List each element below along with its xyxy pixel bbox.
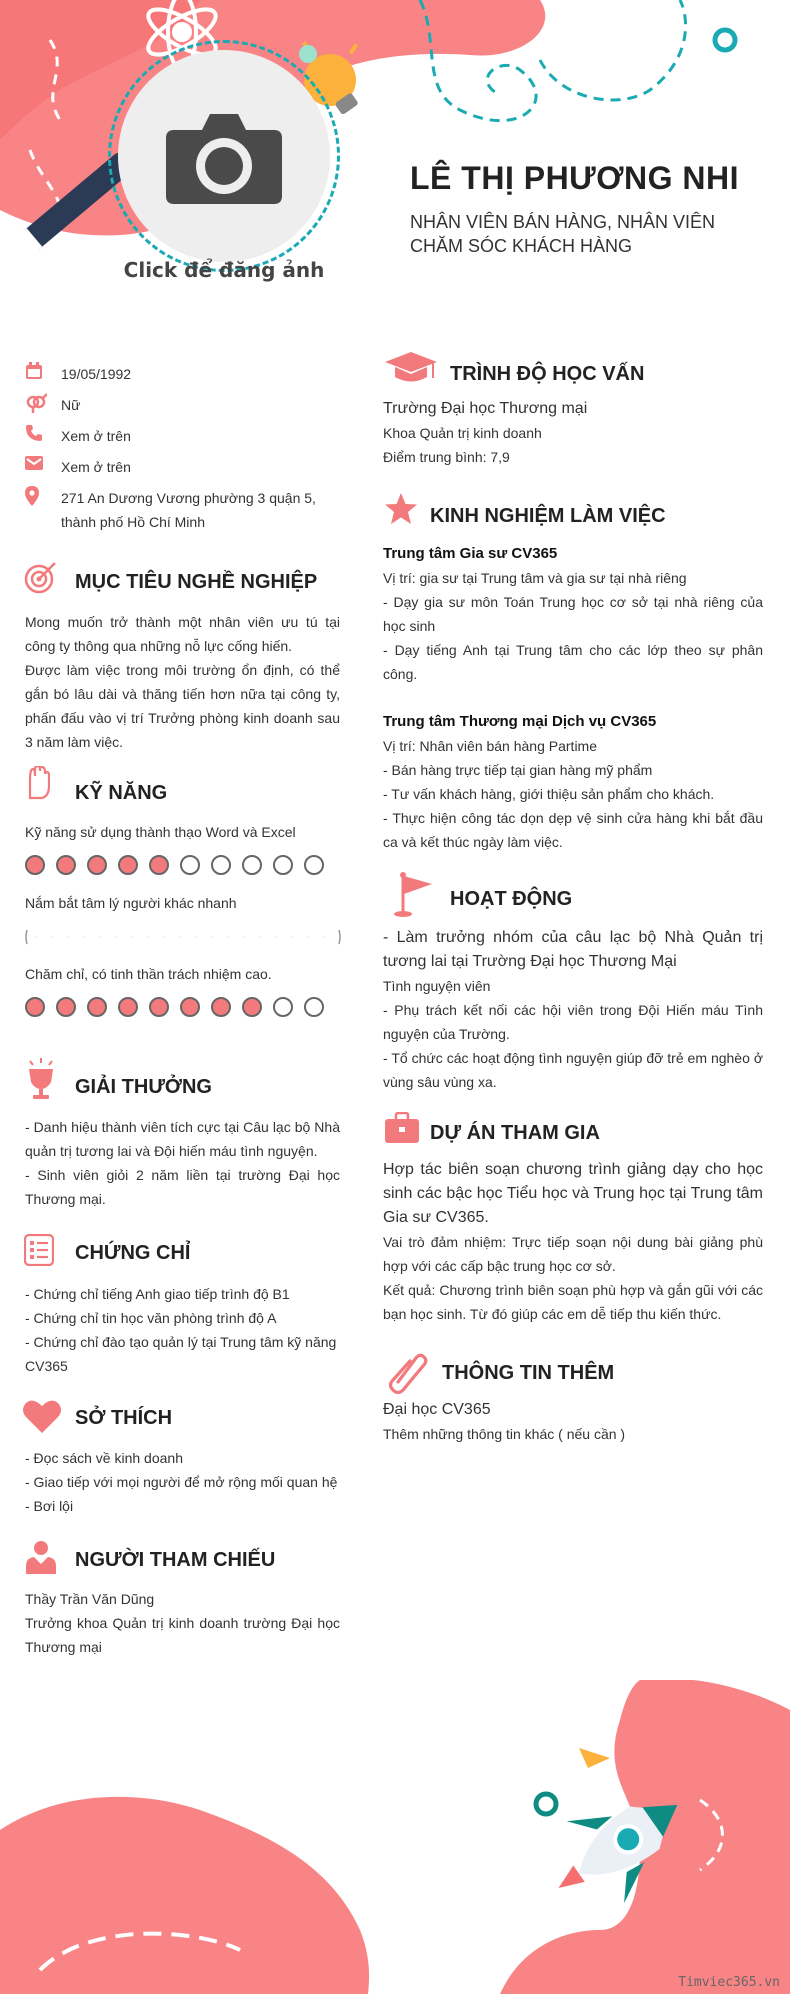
rating-dot[interactable]	[180, 997, 200, 1017]
flag-icon	[392, 872, 434, 918]
references-title[interactable]: NGƯỜI THAM CHIẾU	[75, 1549, 276, 1571]
awards-body[interactable]	[25, 1115, 340, 1211]
objective-line: Được làm việc trong môi trường ổn định, có thể gắn bó lâu dài và thăng tiến hơn nữa tại công ty, phấn đấu vào vị trí Trưởng phòng kinh doanh sau 3 năm làm việc.	[25, 662, 340, 750]
certificate-line: - Chứng chỉ tiếng Anh giao tiếp trình độ B1	[25, 1286, 290, 1302]
skill-label[interactable]: Kỹ năng sử dụng thành thạo Word và Excel	[25, 824, 296, 840]
rating-dot[interactable]	[118, 997, 138, 1017]
rating-dot[interactable]	[149, 997, 169, 1017]
rating-placeholder	[25, 926, 341, 948]
skill-rating[interactable]	[25, 855, 335, 879]
skill-label[interactable]: Nắm bắt tâm lý người khác nhanh	[25, 895, 237, 911]
award-line: - Sinh viên giỏi 2 năm liền tại trường Đại học Thương mại.	[25, 1167, 340, 1207]
email-icon	[25, 455, 43, 471]
hobby-line: - Giao tiếp với mọi người để mở rộng mối quan hệ	[25, 1474, 338, 1490]
job-line: Vị trí: gia sư tại Trung tâm và gia sư tại nhà riêng	[383, 570, 687, 586]
certificate-line: - Chứng chỉ đào tạo quản lý tại Trung tâm kỹ năng CV365	[25, 1334, 337, 1374]
job-line: Vị trí: Nhân viên bán hàng Partime	[383, 738, 598, 754]
location-pin-icon	[25, 486, 39, 506]
education-title[interactable]: TRÌNH ĐỘ HỌC VẤN	[450, 363, 645, 385]
job-line: - Tư vấn khách hàng, giới thiệu sản phẩm cho khách.	[383, 786, 715, 802]
certificate-line: - Chứng chỉ tin học văn phòng trình độ A	[25, 1310, 277, 1326]
rating-dot[interactable]	[87, 997, 107, 1017]
target-icon	[24, 560, 58, 594]
job-line: - Dạy tiếng Anh tại Trung tâm cho các lớp theo sự phân công.	[383, 642, 763, 682]
project-line: Vai trò đảm nhiệm: Trực tiếp soạn nội dung bài giảng phù hợp với các cấp bậc trung học cơ sở.	[383, 1234, 763, 1274]
star-icon	[384, 492, 418, 526]
rating-dot[interactable]	[25, 855, 45, 875]
extra-title[interactable]: THÔNG TIN THÊM	[442, 1362, 615, 1384]
education-school: Trường Đại học Thương mại	[383, 400, 588, 417]
rating-dot[interactable]	[149, 855, 169, 875]
rating-dot[interactable]	[242, 997, 262, 1017]
certificates-title[interactable]: CHỨNG CHỈ	[75, 1242, 191, 1264]
rating-dot[interactable]	[242, 855, 262, 875]
rating-dot[interactable]	[118, 855, 138, 875]
job-line: - Thực hiện công tác dọn dẹp vệ sinh cửa hàng khi bắt đầu ca và kết thúc ngày làm việc.	[383, 810, 763, 850]
experience-title[interactable]: KINH NGHIỆM LÀM VIỆC	[430, 505, 666, 527]
activities-lead: - Làm trưởng nhóm của câu lạc bộ Nhà Quản trị tương lai tại Trường Đại học Thương Mại	[383, 929, 763, 970]
phone-icon	[25, 424, 43, 442]
skills-title[interactable]: KỸ NĂNG	[75, 782, 168, 804]
rating-dot[interactable]	[304, 997, 324, 1017]
activities-title[interactable]: HOẠT ĐỘNG	[450, 888, 573, 910]
education-faculty: Khoa Quản trị kinh doanh	[383, 425, 542, 441]
references-body[interactable]	[25, 1587, 340, 1659]
experience-job[interactable]	[383, 710, 763, 854]
heart-icon	[22, 1398, 62, 1434]
rating-dot[interactable]	[211, 855, 231, 875]
project-line: Kết quả: Chương trình biên soạn phù hợp và gắn gũi với các bạn học sinh. Từ đó giúp các em dễ tiếp thu kiến thức.	[383, 1282, 763, 1322]
skill-rating-empty[interactable]	[25, 926, 341, 950]
briefcase-icon	[384, 1112, 420, 1144]
company-name: Trung tâm Gia sư CV365	[383, 545, 558, 562]
candidate-name[interactable]: LÊ THỊ PHƯƠNG NHI	[410, 160, 740, 196]
email-value: Xem ở trên	[61, 459, 131, 475]
rating-dot[interactable]	[25, 997, 45, 1017]
hobbies-body[interactable]	[25, 1446, 340, 1518]
rating-dot[interactable]	[273, 855, 293, 875]
hobby-line: - Đọc sách về kinh doanh	[25, 1450, 183, 1466]
gender-icon	[25, 393, 47, 413]
rating-dot[interactable]	[56, 855, 76, 875]
extra-body[interactable]	[383, 1398, 763, 1446]
job-title[interactable]: NHÂN VIÊN BÁN HÀNG, NHÂN VIÊN CHĂM SÓC KHÁCH HÀNG	[410, 212, 716, 256]
birthday-value: 19/05/1992	[61, 366, 132, 382]
projects-title[interactable]: DỰ ÁN THAM GIA	[430, 1122, 600, 1144]
education-gpa: Điểm trung bình: 7,9	[383, 449, 510, 465]
bottom-decoration	[0, 1680, 790, 1994]
phone-value: Xem ở trên	[61, 428, 131, 444]
photo-upload-label[interactable]: Click để đăng ảnh	[123, 258, 325, 282]
gender-value: Nữ	[61, 397, 81, 413]
award-line: - Danh hiệu thành viên tích cực tại Câu lạc bộ Nhà quản trị tương lai và Đội hiến máu tình nguyện.	[25, 1119, 340, 1159]
job-line: - Dạy gia sư môn Toán Trung học cơ sở tại nhà riêng của học sinh	[383, 594, 763, 634]
job-line: - Bán hàng trực tiếp tại gian hàng mỹ phẩm	[383, 762, 653, 778]
objective-title[interactable]: MỤC TIÊU NGHỀ NGHIỆP	[75, 571, 318, 593]
photo-upload-area[interactable]	[118, 50, 330, 262]
skill-rating[interactable]	[25, 997, 335, 1021]
rating-dot[interactable]	[87, 855, 107, 875]
activity-line: - Tổ chức các hoạt động tình nguyện giúp đỡ trẻ em nghèo ở vùng sâu vùng xa.	[383, 1050, 763, 1090]
rating-dot[interactable]	[211, 997, 231, 1017]
footer-watermark: Timviec365.vn	[678, 1975, 780, 1990]
extra-lead: Đại học CV365	[383, 1401, 491, 1418]
company-name: Trung tâm Thương mại Dịch vụ CV365	[383, 713, 657, 730]
objective-line: Mong muốn trở thành một nhân viên ưu tú tại công ty thông qua những nỗ lực cống hiến.	[25, 614, 340, 654]
awards-title[interactable]: GIẢI THƯỞNG	[75, 1076, 212, 1098]
rating-dot[interactable]	[304, 855, 324, 875]
person-icon	[26, 1540, 56, 1574]
activity-line: Tình nguyện viên	[383, 978, 491, 994]
camera-icon	[164, 108, 284, 206]
hobby-line: - Bơi lội	[25, 1498, 74, 1514]
trophy-icon	[24, 1058, 58, 1100]
experience-job[interactable]	[383, 542, 763, 686]
skill-label[interactable]: Chăm chỉ, có tinh thần trách nhiệm cao.	[25, 966, 272, 982]
objective-body[interactable]	[25, 610, 340, 754]
rating-dot[interactable]	[180, 855, 200, 875]
hobbies-title[interactable]: SỞ THÍCH	[75, 1407, 173, 1429]
calendar-icon	[25, 362, 43, 380]
certificates-body[interactable]	[25, 1282, 340, 1378]
extra-note: Thêm những thông tin khác ( nếu cần )	[383, 1426, 626, 1442]
paperclip-icon	[384, 1350, 428, 1394]
education-body[interactable]	[383, 397, 763, 469]
raised-hand-icon	[24, 766, 50, 800]
projects-body[interactable]	[383, 1158, 763, 1326]
reference-line: Thầy Trần Văn Dũng	[25, 1591, 155, 1607]
address-value: 271 An Dương Vương phường 3 quận 5, thành phố Hồ Chí Minh	[61, 490, 316, 530]
reference-line: Trưởng khoa Quản trị kinh doanh trường Đại học Thương mại	[25, 1615, 340, 1655]
rating-dot[interactable]	[273, 997, 293, 1017]
rating-dot[interactable]	[56, 997, 76, 1017]
projects-lead: Hợp tác biên soạn chương trình giảng dạy cho học sinh các bậc học Tiểu học và Trung học tại Trung tâm Gia sư CV365.	[383, 1161, 763, 1226]
activities-body[interactable]	[383, 926, 763, 1094]
checklist-icon	[24, 1234, 54, 1266]
activity-line: - Phụ trách kết nối các hội viên trong Đội Hiến máu Tình nguyện của Trường.	[383, 1002, 763, 1042]
graduation-cap-icon	[383, 350, 439, 386]
